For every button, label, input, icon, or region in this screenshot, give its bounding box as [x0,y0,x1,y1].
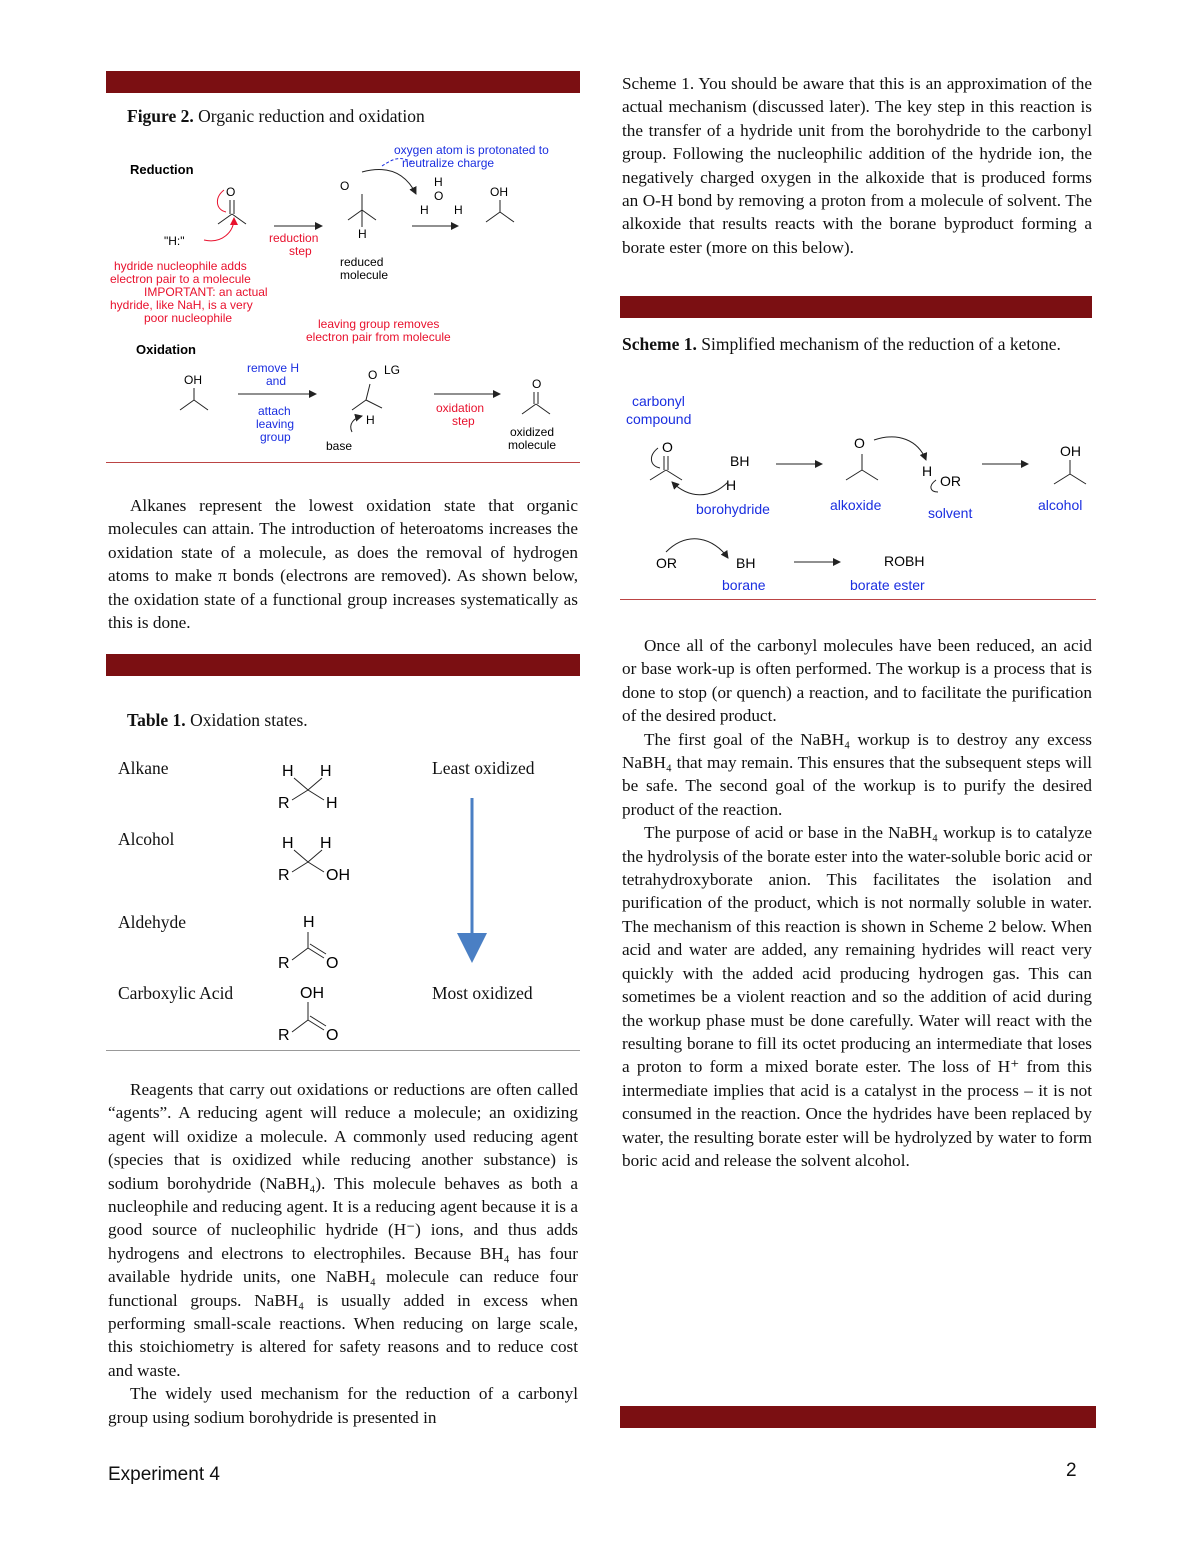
annotation-remove-2: and [266,374,287,388]
acid-r: R [278,1027,290,1044]
annotation-hydride-3: IMPORTANT: an actual [144,285,268,299]
atom-o-product: O [532,377,542,391]
oxidation-title: Oxidation [136,342,196,357]
scheme-atom-o: O [662,439,673,455]
atom-oh: OH [490,185,508,199]
atom-oh-start: OH [184,373,202,387]
table1-row-aldehyde: Aldehyde [118,912,187,932]
label-solvent: solvent [928,505,973,521]
table1-least-oxidized: Least oxidized [432,758,535,778]
label-carbonyl-2: compound [626,411,692,427]
alcohol-h2: H [320,835,332,852]
right-paragraph-1: Scheme 1. You should be aware that this is an approximation of the actual mechanism (discussed later). The key step in this reaction is the transfer of a hydride unit from the borohydride to the carbonyl group. Following the nucleophilic addition of the hydride ion, the negatively charged oxygen in the alkoxide that is produced forms an O-H bond by removing a proton from a molecule of solvent. The alkoxide that results reacts with the borane byproduct forming a borate ester (more on this below). [622,74,1092,257]
acid-o: O [326,1027,339,1044]
alkane-h1: H [282,763,294,780]
annotation-leaving-1: leaving group removes [318,317,440,331]
section-bar-middle-left [106,654,580,676]
atom-o: O [226,185,236,199]
acid-oh: OH [300,985,324,1002]
reduction-title: Reduction [130,162,194,177]
figure2-rule [106,462,580,463]
annotation-attach-1: attach [258,404,291,418]
annotation-hydride-5: poor nucleophile [144,311,233,325]
atom-o-lg: O [368,368,378,382]
footer-experiment: Experiment 4 [108,1464,220,1485]
label-carbonyl-1: carbonyl [632,393,685,409]
annotation-oxidized-1: oxidized [510,425,555,439]
aldehyde-o: O [326,955,339,972]
scheme-atom-oh: OH [1060,443,1081,459]
atom-h-right: H [454,203,463,217]
table1-rule [106,1050,580,1051]
label-alcohol: alcohol [1038,497,1083,513]
label-alkoxide: alkoxide [830,497,882,513]
annotation-leaving-2: electron pair from molecule [306,330,451,344]
table1-most-oxidized: Most oxidized [432,983,533,1003]
aldehyde-r: R [278,955,290,972]
alkane-r: R [278,795,290,812]
atom-h-hydronium: H [434,175,443,189]
section-bar-bottom-right [620,1406,1096,1428]
scheme-atom-o-minus: O [854,435,865,451]
annotation-protonate-2: neutralize charge [402,156,495,170]
annotation-hydride-1: hydride nucleophile adds [114,259,247,273]
table1-row-carboxylic-acid: Carboxylic Acid [118,983,234,1003]
atom-hydride: "H:" [164,234,185,248]
table1-row-alkane: Alkane [118,758,169,778]
annotation-protonate-1: oxygen atom is protonated to [394,143,549,157]
annotation-oxidation-step-2: step [452,414,475,428]
scheme-atom-bh3-borane: BH [736,555,756,571]
scheme1-diagram [618,390,1098,600]
label-borane: borane [722,577,766,593]
annotation-attach-2: leaving [256,417,295,431]
scheme1-rule [620,599,1096,600]
alcohol-r: R [278,867,290,884]
table1-caption: Table 1. Oxidation states. [127,710,308,730]
annotation-hydride-2: electron pair to a molecule [110,272,251,286]
atom-o-minus: O [340,179,350,193]
right-paragraph-2: Once all of the carbonyl molecules have been reduced, an acid or base work-up is often performed. The workup is a process that is done to stop (or quench) a reaction, and to facilitate the purification of the desired product. The first goal of the NaBH₄ workup is to destroy any excess NaBH₄ that may remain. This ensures that the subsequent steps will be safe. The second goal of the workup is to purify the desired product of the reaction. The purpose of acid or base in the NaBH₄ workup is to catalyze the hydrolysis of the borate ester into the water-soluble boric acid or tetrahydroxyborate anion. This facilitates the isolation and purification of the product, which is not normally soluble in water. The mechanism of this reaction is shown in Scheme 2 below. When acid and water are added, any remaining hydrides will react very quickly with the added acid producing hydrogen gas. This can sometimes be a violent reaction and so the addition of acid during the workup phase must be done carefully. Water will react with the resulting borane to fill its octet producing an intermediate that loses a proton to form a mixed borate ester. The loss of H⁺ from this intermediate implies that acid is a catalyst in the process – it is not consumed in the reaction. Once the hydrides have been replaced by water, the resulting borate ester will be hydrolyzed by water to form boric acid and release the solvent alcohol. [622,636,1092,1170]
annotation-reduced-1: reduced [340,255,384,269]
table1-structures [260,752,560,1052]
annotation-reduction-step-2: step [289,244,312,258]
atom-h: H [358,227,367,241]
atom-o-hydronium: O [434,189,444,203]
footer-page-number: 2 [1066,1460,1077,1481]
section-bar-top-left [106,71,580,93]
annotation-oxidized-2: molecule [508,438,557,452]
left-paragraph-2: Reagents that carry out oxidations or reductions are often called “agents”. A reducing agent will reduce a molecule; an oxidizing agent will oxidize a molecule. A commonly used reducing agent (species that is oxidized while reducing another substance) is sodium borohydride (NaBH₄). This molecule behaves as both a nucleophile and reducing agent. It is a reducing agent because it is a good source of nucleophilic hydride (H⁻) ions, and thus adds hydrogens and electrons to electrophiles. Because BH₄ has four available hydride units, one NaBH₄ molecule can reduce four functional groups. NaBH₄ is usually added in excess when performing small-scale reactions. When reducing on large scale, this stoichiometry is altered for safety reasons and to reduce cost and waste. The widely used mechanism for the reduction of a carbonyl group using sodium borohydride is presented in [108,1080,578,1427]
scheme-atom-robh3: ROBH [884,553,925,569]
table1-row-alcohol: Alcohol [118,829,175,849]
left-paragraph-1: Alkanes represent the lowest oxidation state that organic molecules can attain. The introduction of heteroatoms increases the oxidation state of a molecule, as does the removal of hydrogen atoms to make π bonds (electrons are removed). As shown below, the oxidation state of a functional group increases systematically as this is done. [108,496,578,633]
annotation-remove-1: remove H [247,361,300,375]
scheme-atom-or-minus: OR [656,555,677,571]
label-borate-ester: borate ester [850,577,925,593]
aldehyde-h: H [303,914,315,931]
scheme-atom-bh3: BH [730,453,750,469]
annotation-hydride-4: hydride, like NaH, is a very [110,298,253,312]
figure2-caption: Figure 2. Organic reduction and oxidation [127,106,425,126]
scheme-atom-h: H [726,477,737,493]
atom-lg: LG [384,363,401,377]
annotation-oxidation-step-1: oxidation [436,401,485,415]
section-bar-top-right [620,296,1092,318]
alcohol-oh: OH [326,867,350,884]
scheme-atom-h-solvent: H [922,463,933,479]
alkane-h3: H [326,795,338,812]
alcohol-h1: H [282,835,294,852]
annotation-reduced-2: molecule [340,268,389,282]
annotation-reduction-step-1: reduction [269,231,319,245]
atom-h-ox: H [366,413,375,427]
scheme1-caption: Scheme 1. Simplified mechanism of the reduction of a ketone. [622,334,1061,354]
scheme-atom-or: OR [940,473,961,489]
figure2-diagram [104,132,584,462]
label-borohydride: borohydride [696,501,770,517]
annotation-base: base [326,439,353,453]
annotation-attach-3: group [260,430,291,444]
alkane-h2: H [320,763,332,780]
atom-h-left: H [420,203,429,217]
